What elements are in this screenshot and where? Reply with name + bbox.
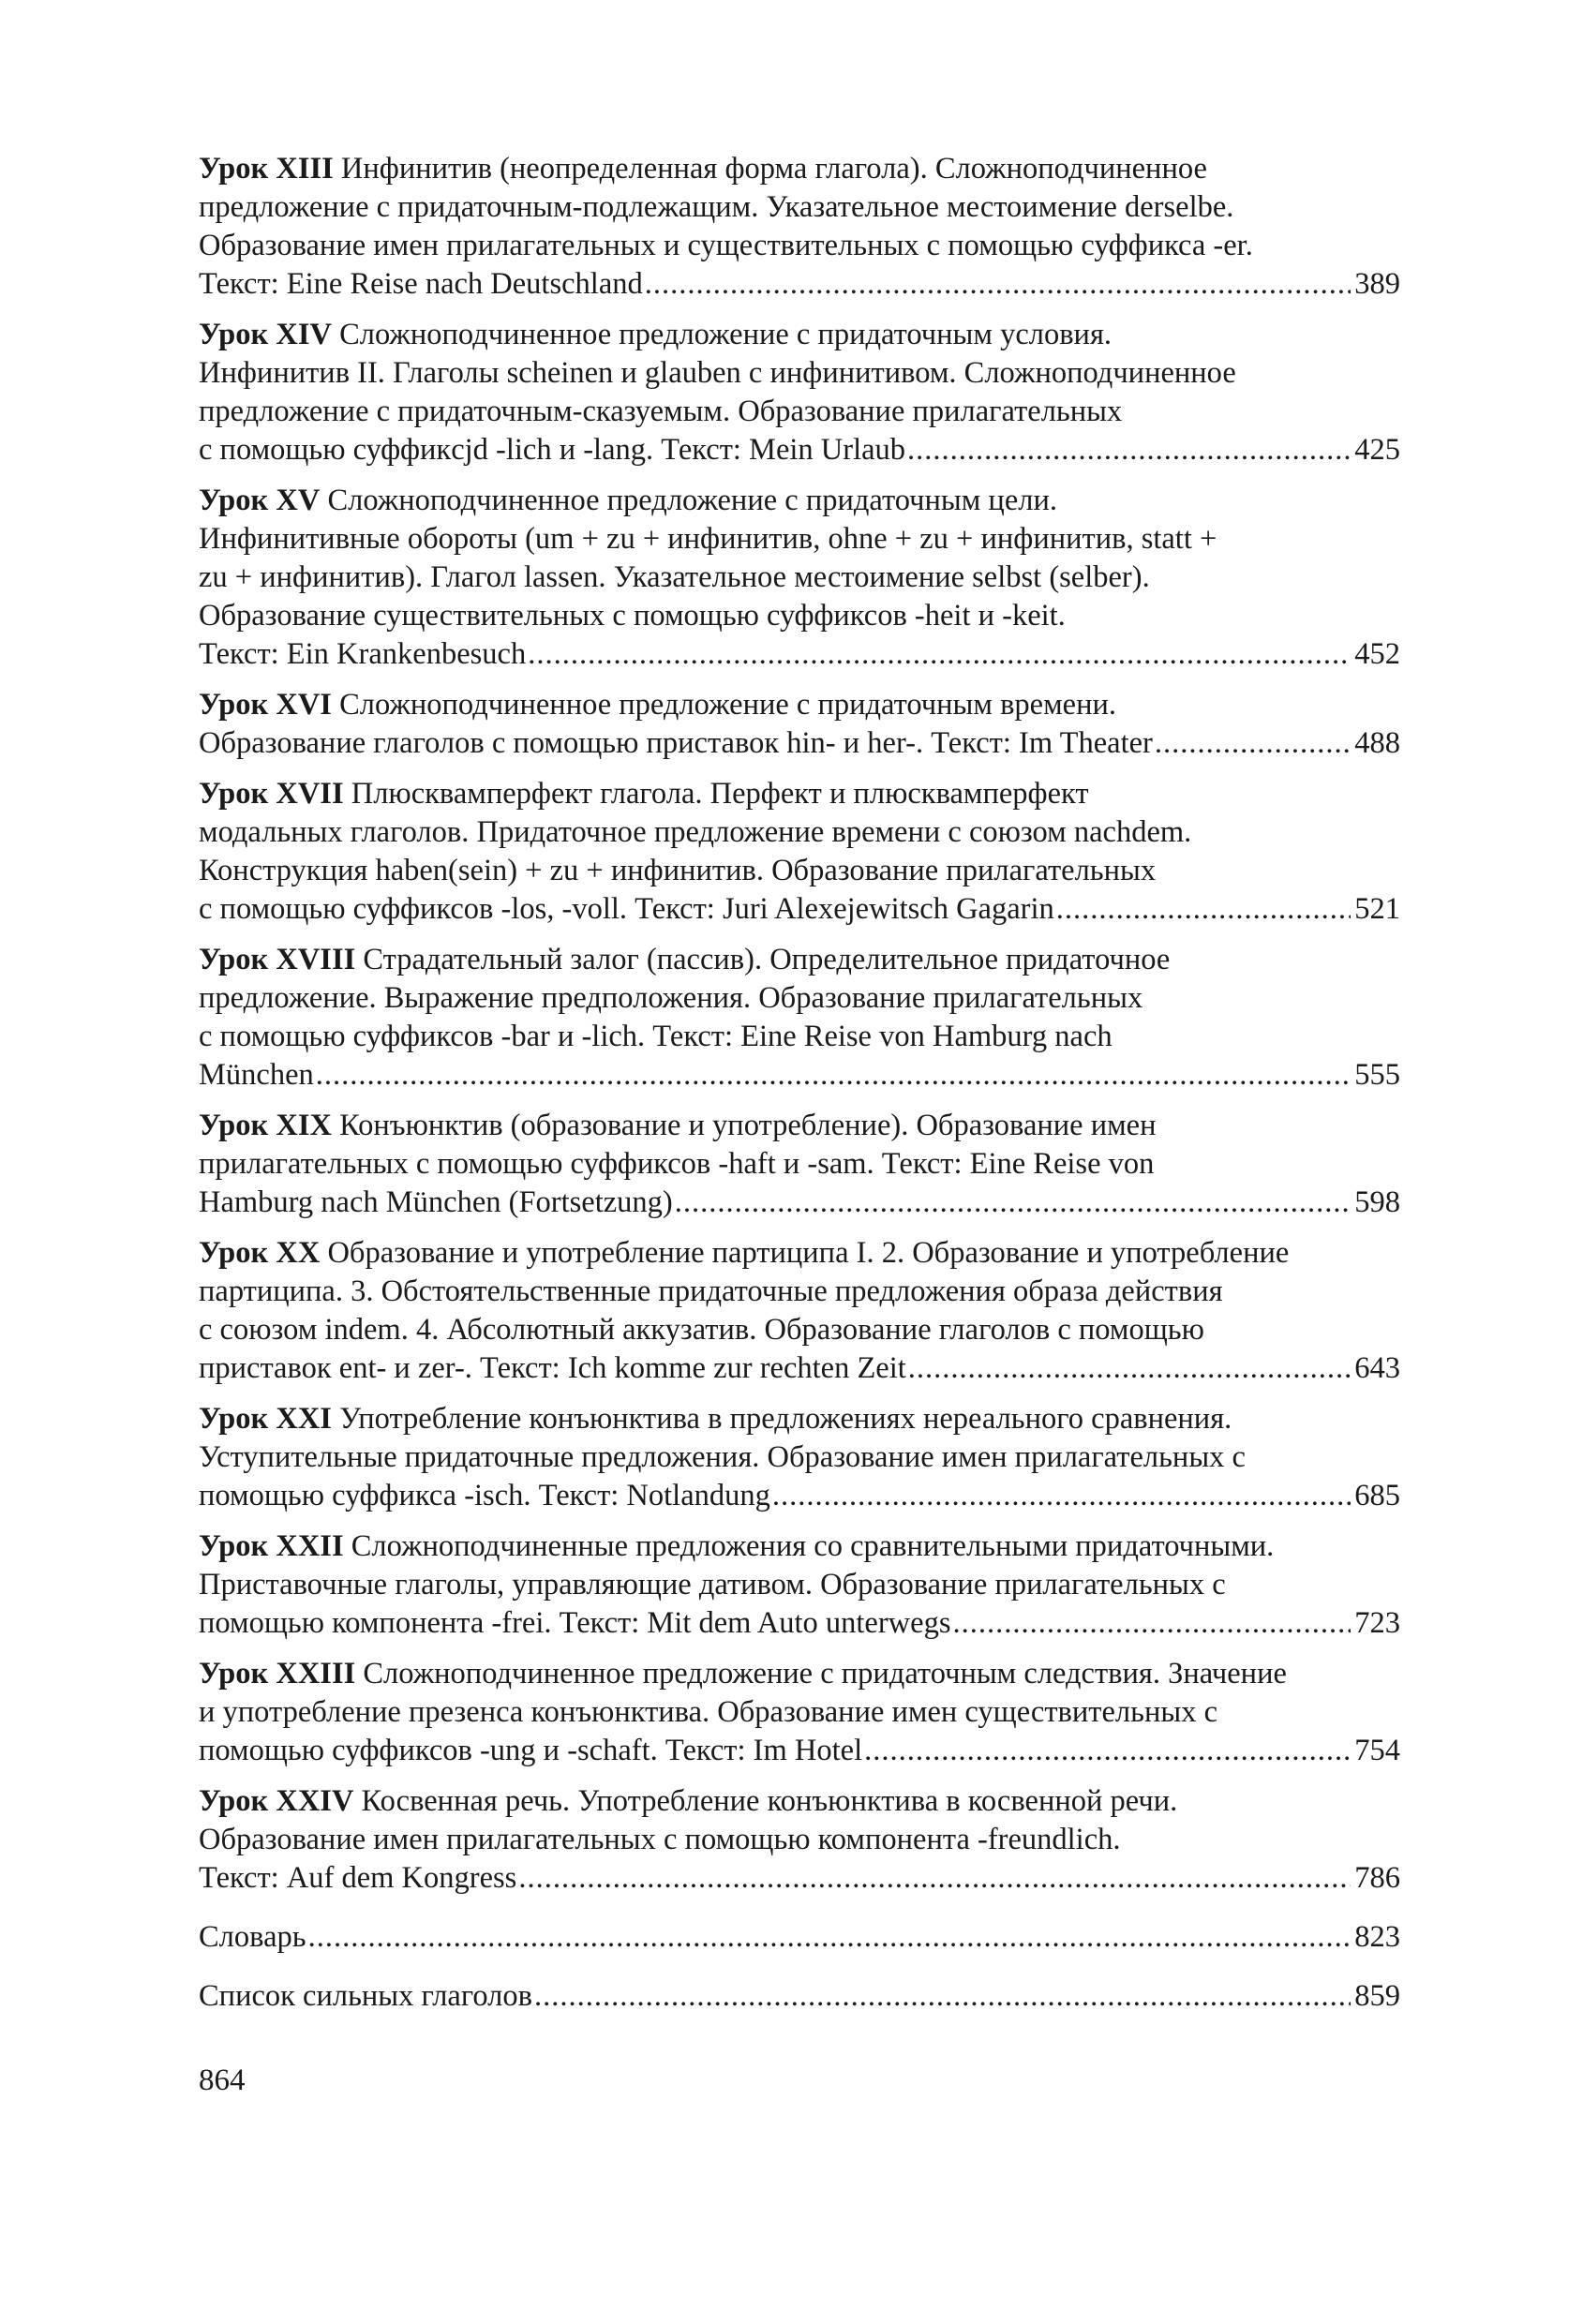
toc-entry-text: Сложноподчиненное предложение с придаточным следствия. Значение bbox=[363, 1657, 1287, 1691]
toc-page-number: 555 bbox=[1354, 1058, 1400, 1092]
toc-entry-text: помощью компонента -frei. Текст: Mit dem Auto unterwegs bbox=[199, 1606, 951, 1640]
toc-entry-last-line bbox=[199, 635, 1400, 674]
toc-page-number: 859 bbox=[1354, 1979, 1400, 2013]
toc-entry-line bbox=[199, 1527, 1400, 1566]
toc-entry-line bbox=[199, 775, 1400, 813]
lesson-label: Урок XIII bbox=[199, 152, 334, 186]
dot-leader bbox=[907, 431, 1351, 469]
toc-entry-line: предложение. Выражение предположения. Образование прилагательных bbox=[199, 981, 1143, 1015]
toc-entry-line bbox=[199, 1782, 1400, 1821]
toc-page-number: 452 bbox=[1354, 637, 1400, 671]
toc-entry bbox=[199, 1400, 1400, 1515]
toc-entry-line: zu + инфинитив). Глагол lassen. Указательное местоимение selbst (selber). bbox=[199, 560, 1150, 594]
toc-entry-last-line bbox=[199, 1977, 1400, 2016]
dot-leader bbox=[316, 1056, 1352, 1095]
toc-entry-dictionary bbox=[199, 1918, 1400, 1957]
lesson-label: Урок XVIII bbox=[199, 943, 356, 976]
toc-entry bbox=[199, 1107, 1400, 1222]
lesson-label: Урок XXI bbox=[199, 1402, 332, 1436]
dot-leader bbox=[528, 635, 1351, 674]
toc-entry bbox=[199, 686, 1400, 763]
toc-entry-last-line bbox=[199, 1859, 1400, 1898]
toc-entry-last-line bbox=[199, 724, 1400, 763]
lesson-label: Урок XIX bbox=[199, 1109, 332, 1142]
toc-page-number: 643 bbox=[1354, 1351, 1400, 1385]
dot-leader bbox=[772, 1477, 1351, 1515]
toc-entry-strong-verbs bbox=[199, 1977, 1400, 2016]
toc-entry-text: Сложноподчиненное предложение с придаточным времени. bbox=[339, 688, 1116, 722]
dot-leader bbox=[908, 1349, 1351, 1388]
toc-entry-text: помощью суффиксов -ung и -schaft. Текст: Im Hotel bbox=[199, 1734, 863, 1767]
toc-entry-last-line bbox=[199, 890, 1400, 929]
toc-entry-line bbox=[199, 316, 1400, 354]
dot-leader bbox=[308, 1918, 1352, 1957]
toc-entry bbox=[199, 1234, 1400, 1388]
toc-entry-text: с помощью суффикcjd -lich и -lang. Текст: Mein Urlaub bbox=[199, 433, 906, 467]
toc-entry-line bbox=[199, 941, 1400, 979]
toc-page-number: 598 bbox=[1354, 1185, 1400, 1219]
toc-entry-text: Сложноподчиненные предложения со сравнительными придаточными. bbox=[351, 1529, 1275, 1563]
toc-entry-text: Сложноподчиненное предложение с придаточным цели. bbox=[327, 484, 1057, 517]
toc-entry-line bbox=[199, 482, 1400, 520]
page-number: 864 bbox=[199, 2063, 246, 2097]
toc-entry-text: Образование глаголов с помощью приставок hin- и her-. Текст: Im Theater bbox=[199, 726, 1153, 760]
toc-entry-text: Hamburg nach München (Fortsetzung) bbox=[199, 1185, 673, 1219]
toc-page-number: 488 bbox=[1354, 726, 1400, 760]
toc-entry-line: прилагательных с помощью суффиксов -haft и -sam. Текст: Eine Reise von bbox=[199, 1147, 1155, 1181]
toc-entry-line: Образование имен прилагательных и существительных с помощью суффикса -er. bbox=[199, 229, 1253, 262]
toc-entry-text: München bbox=[199, 1058, 314, 1092]
toc-entry-line: модальных глаголов. Придаточное предложение времени с союзом nachdem. bbox=[199, 815, 1192, 849]
lesson-label: Урок XX bbox=[199, 1236, 321, 1270]
toc-entry-line bbox=[199, 1655, 1400, 1693]
toc-entry bbox=[199, 1527, 1400, 1643]
dot-leader bbox=[534, 1977, 1351, 2016]
toc-entry-text: Текст: Auf dem Kongress bbox=[199, 1861, 517, 1895]
toc-entry-text: Текст: Eine Reise nach Deutschland bbox=[199, 267, 643, 301]
toc-entry-text: Сложноподчиненное предложение с придаточным условия. bbox=[339, 318, 1113, 351]
lesson-label: Урок XXII bbox=[199, 1529, 344, 1563]
toc-page-number: 521 bbox=[1354, 892, 1400, 926]
toc-entry-line: предложение с придаточным-сказуемым. Образование прилагательных bbox=[199, 395, 1123, 428]
toc-entry-line bbox=[199, 1400, 1400, 1438]
toc-entry-text: Образование и употребление партиципа I. 2. Образование и употребление bbox=[327, 1236, 1290, 1270]
toc-entry-line bbox=[199, 1107, 1400, 1145]
toc-entry-line: Приставочные глаголы, управляющие дативом. Образование прилагательных с bbox=[199, 1568, 1226, 1601]
toc-entry-line: Уступительные придаточные предложения. Образование имен прилагательных с bbox=[199, 1440, 1246, 1474]
lesson-label: Урок XIV bbox=[199, 318, 332, 351]
lesson-label: Урок XVI bbox=[199, 688, 332, 722]
toc-page-number: 754 bbox=[1354, 1734, 1400, 1767]
toc-page-number: 389 bbox=[1354, 267, 1400, 301]
toc-entry-line: партиципа. 3. Обстоятельственные придаточные предложения образа действия bbox=[199, 1274, 1223, 1308]
toc-entry-line bbox=[199, 150, 1400, 188]
toc-entry-text: Список сильных глаголов bbox=[199, 1979, 532, 2013]
toc-page-number: 786 bbox=[1354, 1861, 1400, 1895]
toc-entry-text: приставок ent- и zer-. Текст: Ich komme zur rechten Zeit bbox=[199, 1351, 906, 1385]
toc-entry-text: Плюсквамперфект глагола. Перфект и плюсквамперфект bbox=[351, 777, 1089, 811]
toc-page-number: 425 bbox=[1354, 433, 1400, 467]
toc-entry bbox=[199, 1655, 1400, 1770]
toc-entry-last-line bbox=[199, 1732, 1400, 1770]
toc-entry-text: Конъюнктив (образование и употребление). Образование имен bbox=[339, 1109, 1157, 1142]
toc-page-number: 823 bbox=[1354, 1920, 1400, 1954]
toc-entry-last-line bbox=[199, 1056, 1400, 1095]
toc-entry-text: Инфинитив (неопределенная форма глагола). Сложноподчиненное bbox=[340, 152, 1207, 186]
toc-entry-text: с помощью суффиксов -los, -voll. Текст: Juri Alexejewitsch Gagarin bbox=[199, 892, 1054, 926]
toc-entry-line: и употребление презенса конъюнктива. Образование имен существительных с bbox=[199, 1695, 1217, 1729]
toc-entry-line: Инфинитив II. Глаголы scheinen и glauben с инфинитивом. Сложноподчиненное bbox=[199, 356, 1236, 390]
lesson-label: Урок XV bbox=[199, 484, 321, 517]
toc-entry-line: Образование имен прилагательных с помощью компонента -freundlich. bbox=[199, 1823, 1121, 1856]
toc-entry-last-line bbox=[199, 431, 1400, 469]
lesson-label: Урок XXIII bbox=[199, 1657, 356, 1691]
toc-entry bbox=[199, 316, 1400, 469]
toc-entry-text: Словарь bbox=[199, 1920, 306, 1954]
toc-entry-line: с союзом indem. 4. Абсолютный аккузатив. Образование глаголов с помощью bbox=[199, 1313, 1204, 1347]
toc-entry bbox=[199, 1782, 1400, 1898]
toc-entry-line: Инфинитивные обороты (um + zu + инфинитив, ohne + zu + инфинитив, statt + bbox=[199, 522, 1217, 556]
toc-entry-line: с помощью суффиксов -bar и -lich. Текст: Eine Reise von Hamburg nach bbox=[199, 1020, 1113, 1053]
toc-entry-text: помощью суффикса -isch. Текст: Notlandung bbox=[199, 1479, 770, 1512]
toc-entry-last-line bbox=[199, 1477, 1400, 1515]
toc-entry-line: предложение с придаточным-подлежащим. Указательное местоимение derselbe. bbox=[199, 190, 1234, 224]
toc-page-number: 685 bbox=[1354, 1479, 1400, 1512]
toc-entry-line: Образование существительных с помощью суффиксов -heit и -keit. bbox=[199, 599, 1066, 633]
lesson-label: Урок XVII bbox=[199, 777, 344, 811]
dot-leader bbox=[864, 1732, 1351, 1770]
toc-entry-last-line bbox=[199, 1604, 1400, 1643]
toc-entry-line bbox=[199, 1234, 1400, 1273]
toc-entry-line: Конструкция haben(sein) + zu + инфинитив. Образование прилагательных bbox=[199, 854, 1157, 887]
toc-entry-text: Страдательный залог (пассив). Определительное придаточное bbox=[363, 943, 1171, 976]
toc-entry-text: Текст: Ein Krankenbesuch bbox=[199, 637, 527, 671]
table-of-contents bbox=[199, 150, 1400, 2028]
toc-entry-text: Употребление конъюнктива в предложениях нереального сравнения. bbox=[339, 1402, 1232, 1436]
toc-entry-text: Косвенная речь. Употребление конъюнктива в косвенной речи. bbox=[361, 1784, 1178, 1818]
dot-leader bbox=[952, 1604, 1351, 1643]
toc-entry bbox=[199, 482, 1400, 674]
toc-entry bbox=[199, 775, 1400, 929]
dot-leader bbox=[1155, 724, 1351, 763]
toc-entry-last-line bbox=[199, 265, 1400, 304]
toc-page-number: 723 bbox=[1354, 1606, 1400, 1640]
toc-entry bbox=[199, 150, 1400, 304]
toc-entry-last-line bbox=[199, 1184, 1400, 1222]
toc-entry-last-line bbox=[199, 1349, 1400, 1388]
toc-entry-line bbox=[199, 686, 1400, 724]
toc-entry bbox=[199, 941, 1400, 1095]
dot-leader bbox=[645, 265, 1352, 304]
toc-entry-last-line bbox=[199, 1918, 1400, 1957]
dot-leader bbox=[518, 1859, 1351, 1898]
dot-leader bbox=[675, 1184, 1352, 1222]
lesson-label: Урок XXIV bbox=[199, 1784, 354, 1818]
dot-leader bbox=[1056, 890, 1352, 929]
